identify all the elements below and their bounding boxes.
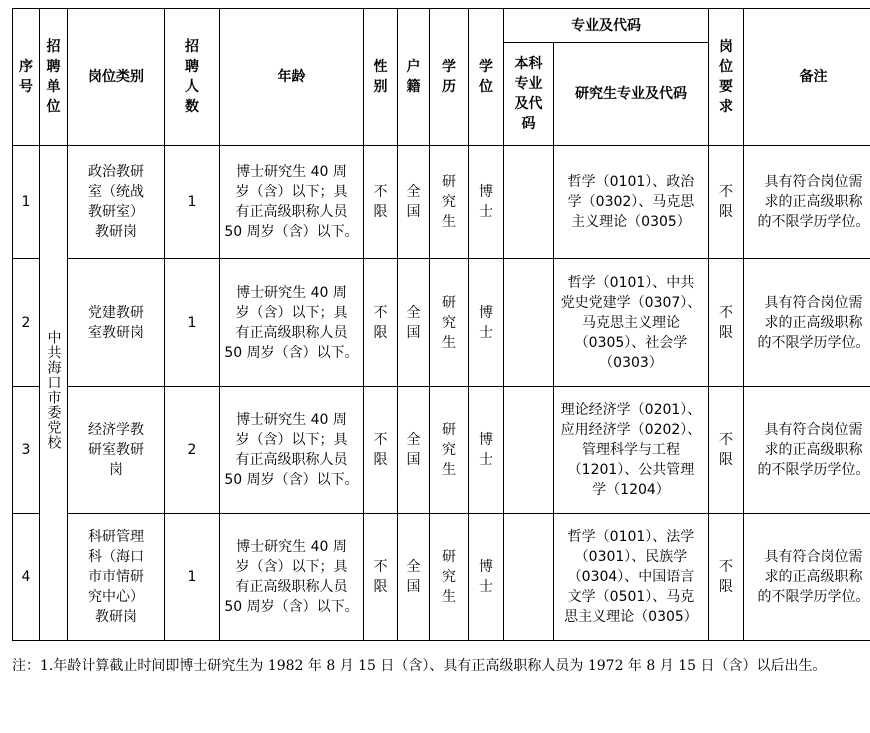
header-grad-major: 研究生专业及代码	[554, 43, 709, 146]
cell-grad-major: 哲学（0101）、中共 党史党建学（0307）、 马克思主义理论 （0305）、社会学 （0303）	[554, 259, 709, 387]
cell-seq: 3	[13, 387, 40, 514]
cell-remark: 具有符合岗位需 求的正高级职称 的不限学历学位。	[744, 146, 870, 259]
footnote: 注：1.年龄计算截止时间即博士研究生为 1982 年 8 月 15 日（含）、具有正高级职称人员为 1972 年 8 月 15 日（含）以后出生。	[12, 658, 827, 674]
header-undergrad-major: 本科 专业 及代 码	[504, 43, 554, 146]
header-education: 学 历	[430, 9, 469, 146]
cell-gender: 不 限	[364, 146, 398, 259]
table-row	[13, 514, 870, 641]
cell-degree: 博 士	[469, 146, 504, 259]
cell-education: 研 究 生	[430, 146, 469, 259]
cell-requirement: 不 限	[709, 146, 744, 259]
cell-undergrad-major	[504, 514, 554, 641]
cell-count: 1	[165, 259, 220, 387]
header-gender: 性 别	[364, 9, 398, 146]
header-seq: 序 号	[13, 9, 40, 146]
cell-undergrad-major	[504, 146, 554, 259]
cell-count: 2	[165, 387, 220, 514]
recruitment-table	[12, 8, 870, 641]
cell-age: 博士研究生 40 周 岁（含）以下；具 有正高级职称人员 50 周岁（含）以下。	[220, 514, 364, 641]
header-unit: 招 聘 单 位	[40, 9, 68, 146]
header-degree: 学 位	[469, 9, 504, 146]
header-residence: 户 籍	[398, 9, 430, 146]
cell-seq: 2	[13, 259, 40, 387]
cell-education: 研 究 生	[430, 387, 469, 514]
cell-gender: 不 限	[364, 514, 398, 641]
table-row	[13, 259, 870, 387]
cell-remark: 具有符合岗位需 求的正高级职称 的不限学历学位。	[744, 387, 870, 514]
cell-age: 博士研究生 40 周 岁（含）以下；具 有正高级职称人员 50 周岁（含）以下。	[220, 259, 364, 387]
cell-grad-major: 哲学（0101）、政治 学（0302）、马克思 主义理论（0305）	[554, 146, 709, 259]
cell-age: 博士研究生 40 周 岁（含）以下；具 有正高级职称人员 50 周岁（含）以下。	[220, 387, 364, 514]
cell-degree: 博 士	[469, 259, 504, 387]
cell-requirement: 不 限	[709, 514, 744, 641]
cell-count: 1	[165, 146, 220, 259]
cell-category: 政治教研 室（统战 教研室） 教研岗	[68, 146, 165, 259]
cell-education: 研 究 生	[430, 259, 469, 387]
cell-category: 党建教研 室教研岗	[68, 259, 165, 387]
header-count: 招 聘 人 数	[165, 9, 220, 146]
table-row	[13, 387, 870, 514]
cell-residence: 全 国	[398, 259, 430, 387]
cell-gender: 不 限	[364, 259, 398, 387]
cell-gender: 不 限	[364, 387, 398, 514]
cell-seq: 1	[13, 146, 40, 259]
unit-name: 中共海口市委党校	[45, 330, 62, 450]
cell-requirement: 不 限	[709, 259, 744, 387]
cell-residence: 全 国	[398, 146, 430, 259]
cell-undergrad-major	[504, 387, 554, 514]
cell-requirement: 不 限	[709, 387, 744, 514]
header-row-1	[13, 9, 870, 43]
cell-remark: 具有符合岗位需 求的正高级职称 的不限学历学位。	[744, 514, 870, 641]
header-remark: 备注	[744, 9, 870, 146]
table-row	[13, 146, 870, 259]
cell-residence: 全 国	[398, 387, 430, 514]
header-category: 岗位类别	[68, 9, 165, 146]
cell-degree: 博 士	[469, 387, 504, 514]
cell-undergrad-major	[504, 259, 554, 387]
cell-degree: 博 士	[469, 514, 504, 641]
cell-category: 经济学教 研室教研 岗	[68, 387, 165, 514]
cell-grad-major: 理论经济学（0201）、 应用经济学（0202）、 管理科学与工程 （1201）、公共管理 学（1204）	[554, 387, 709, 514]
cell-category: 科研管理 科（海口 市市情研 究中心） 教研岗	[68, 514, 165, 641]
cell-residence: 全 国	[398, 514, 430, 641]
cell-count: 1	[165, 514, 220, 641]
header-age: 年龄	[220, 9, 364, 146]
cell-remark: 具有符合岗位需 求的正高级职称 的不限学历学位。	[744, 259, 870, 387]
cell-education: 研 究 生	[430, 514, 469, 641]
header-major-group: 专业及代码	[504, 9, 709, 43]
header-requirement: 岗 位 要 求	[709, 9, 744, 146]
cell-age: 博士研究生 40 周 岁（含）以下；具 有正高级职称人员 50 周岁（含）以下。	[220, 146, 364, 259]
cell-unit	[40, 146, 68, 641]
cell-grad-major: 哲学（0101）、法学 （0301）、民族学 （0304）、中国语言 文学（0501）、马克 思主义理论（0305）	[554, 514, 709, 641]
cell-seq: 4	[13, 514, 40, 641]
